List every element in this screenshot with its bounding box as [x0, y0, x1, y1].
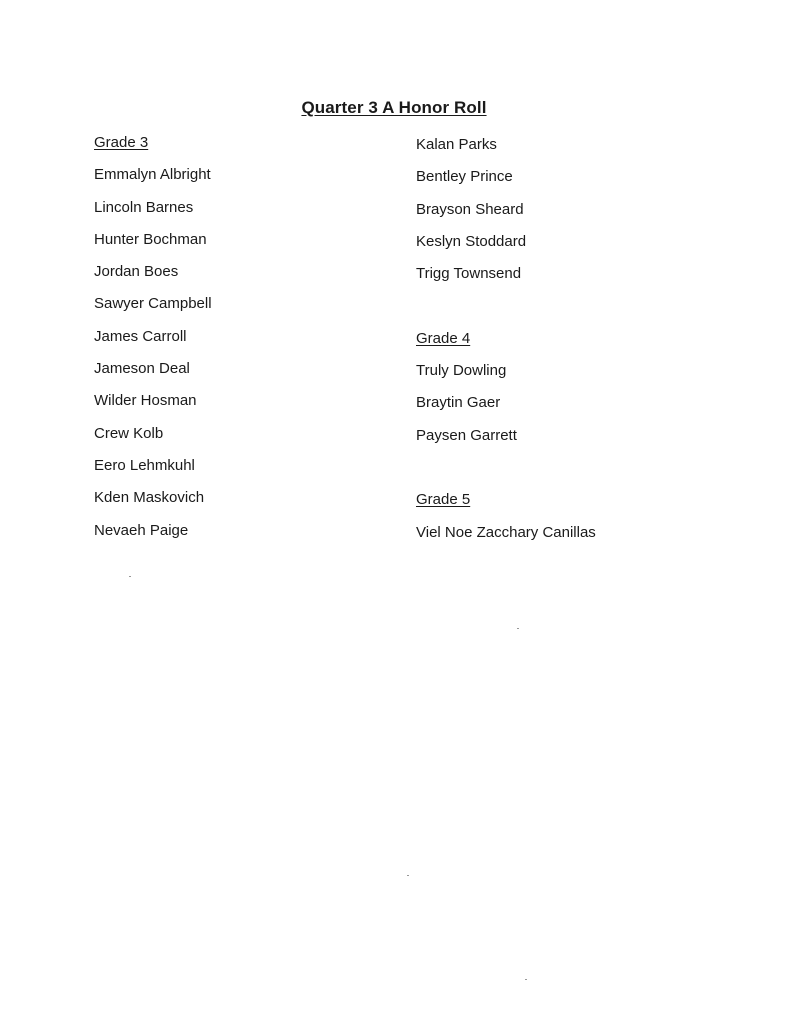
grade-4-heading: Grade 4 — [416, 329, 471, 347]
student-name: Trigg Townsend — [416, 265, 522, 283]
grade-5-heading: Grade 5 — [416, 491, 471, 509]
section-spacer — [416, 456, 596, 488]
student-name: Truly Dowling — [416, 362, 507, 380]
scan-speck — [525, 979, 527, 980]
student-name: Kden Maskovich — [94, 489, 205, 507]
student-name: Brayson Sheard — [416, 200, 524, 218]
section-spacer — [416, 294, 596, 326]
student-name: Keslyn Stoddard — [416, 232, 527, 250]
scan-speck — [517, 628, 519, 629]
right-column — [416, 131, 596, 553]
grade-3-heading: Grade 3 — [94, 134, 149, 151]
student-name: Eero Lehmkuhl — [94, 456, 195, 474]
student-name: Viel Noe Zacchary Canillas — [416, 523, 596, 541]
student-name: Jordan Boes — [94, 263, 179, 281]
scan-speck — [129, 576, 131, 577]
student-name: Bentley Prince — [416, 168, 513, 186]
student-name: Sawyer Campbell — [94, 295, 212, 313]
student-name: Paysen Garrett — [416, 426, 517, 444]
scan-speck — [407, 875, 409, 876]
student-name: Hunter Bochman — [94, 230, 207, 248]
grade-3-column — [94, 131, 212, 551]
student-name: Crew Kolb — [94, 424, 164, 442]
student-name: Jameson Deal — [94, 360, 190, 378]
student-name: Kalan Parks — [416, 136, 497, 153]
student-name: Lincoln Barnes — [94, 198, 194, 216]
student-name: James Carroll — [94, 327, 187, 345]
student-name: Nevaeh Paige — [94, 521, 189, 539]
student-name: Braytin Gaer — [416, 394, 501, 412]
page-title: Quarter 3 A Honor Roll — [301, 98, 487, 117]
student-name: Wilder Hosman — [94, 392, 197, 410]
student-name: Emmalyn Albright — [94, 166, 211, 184]
